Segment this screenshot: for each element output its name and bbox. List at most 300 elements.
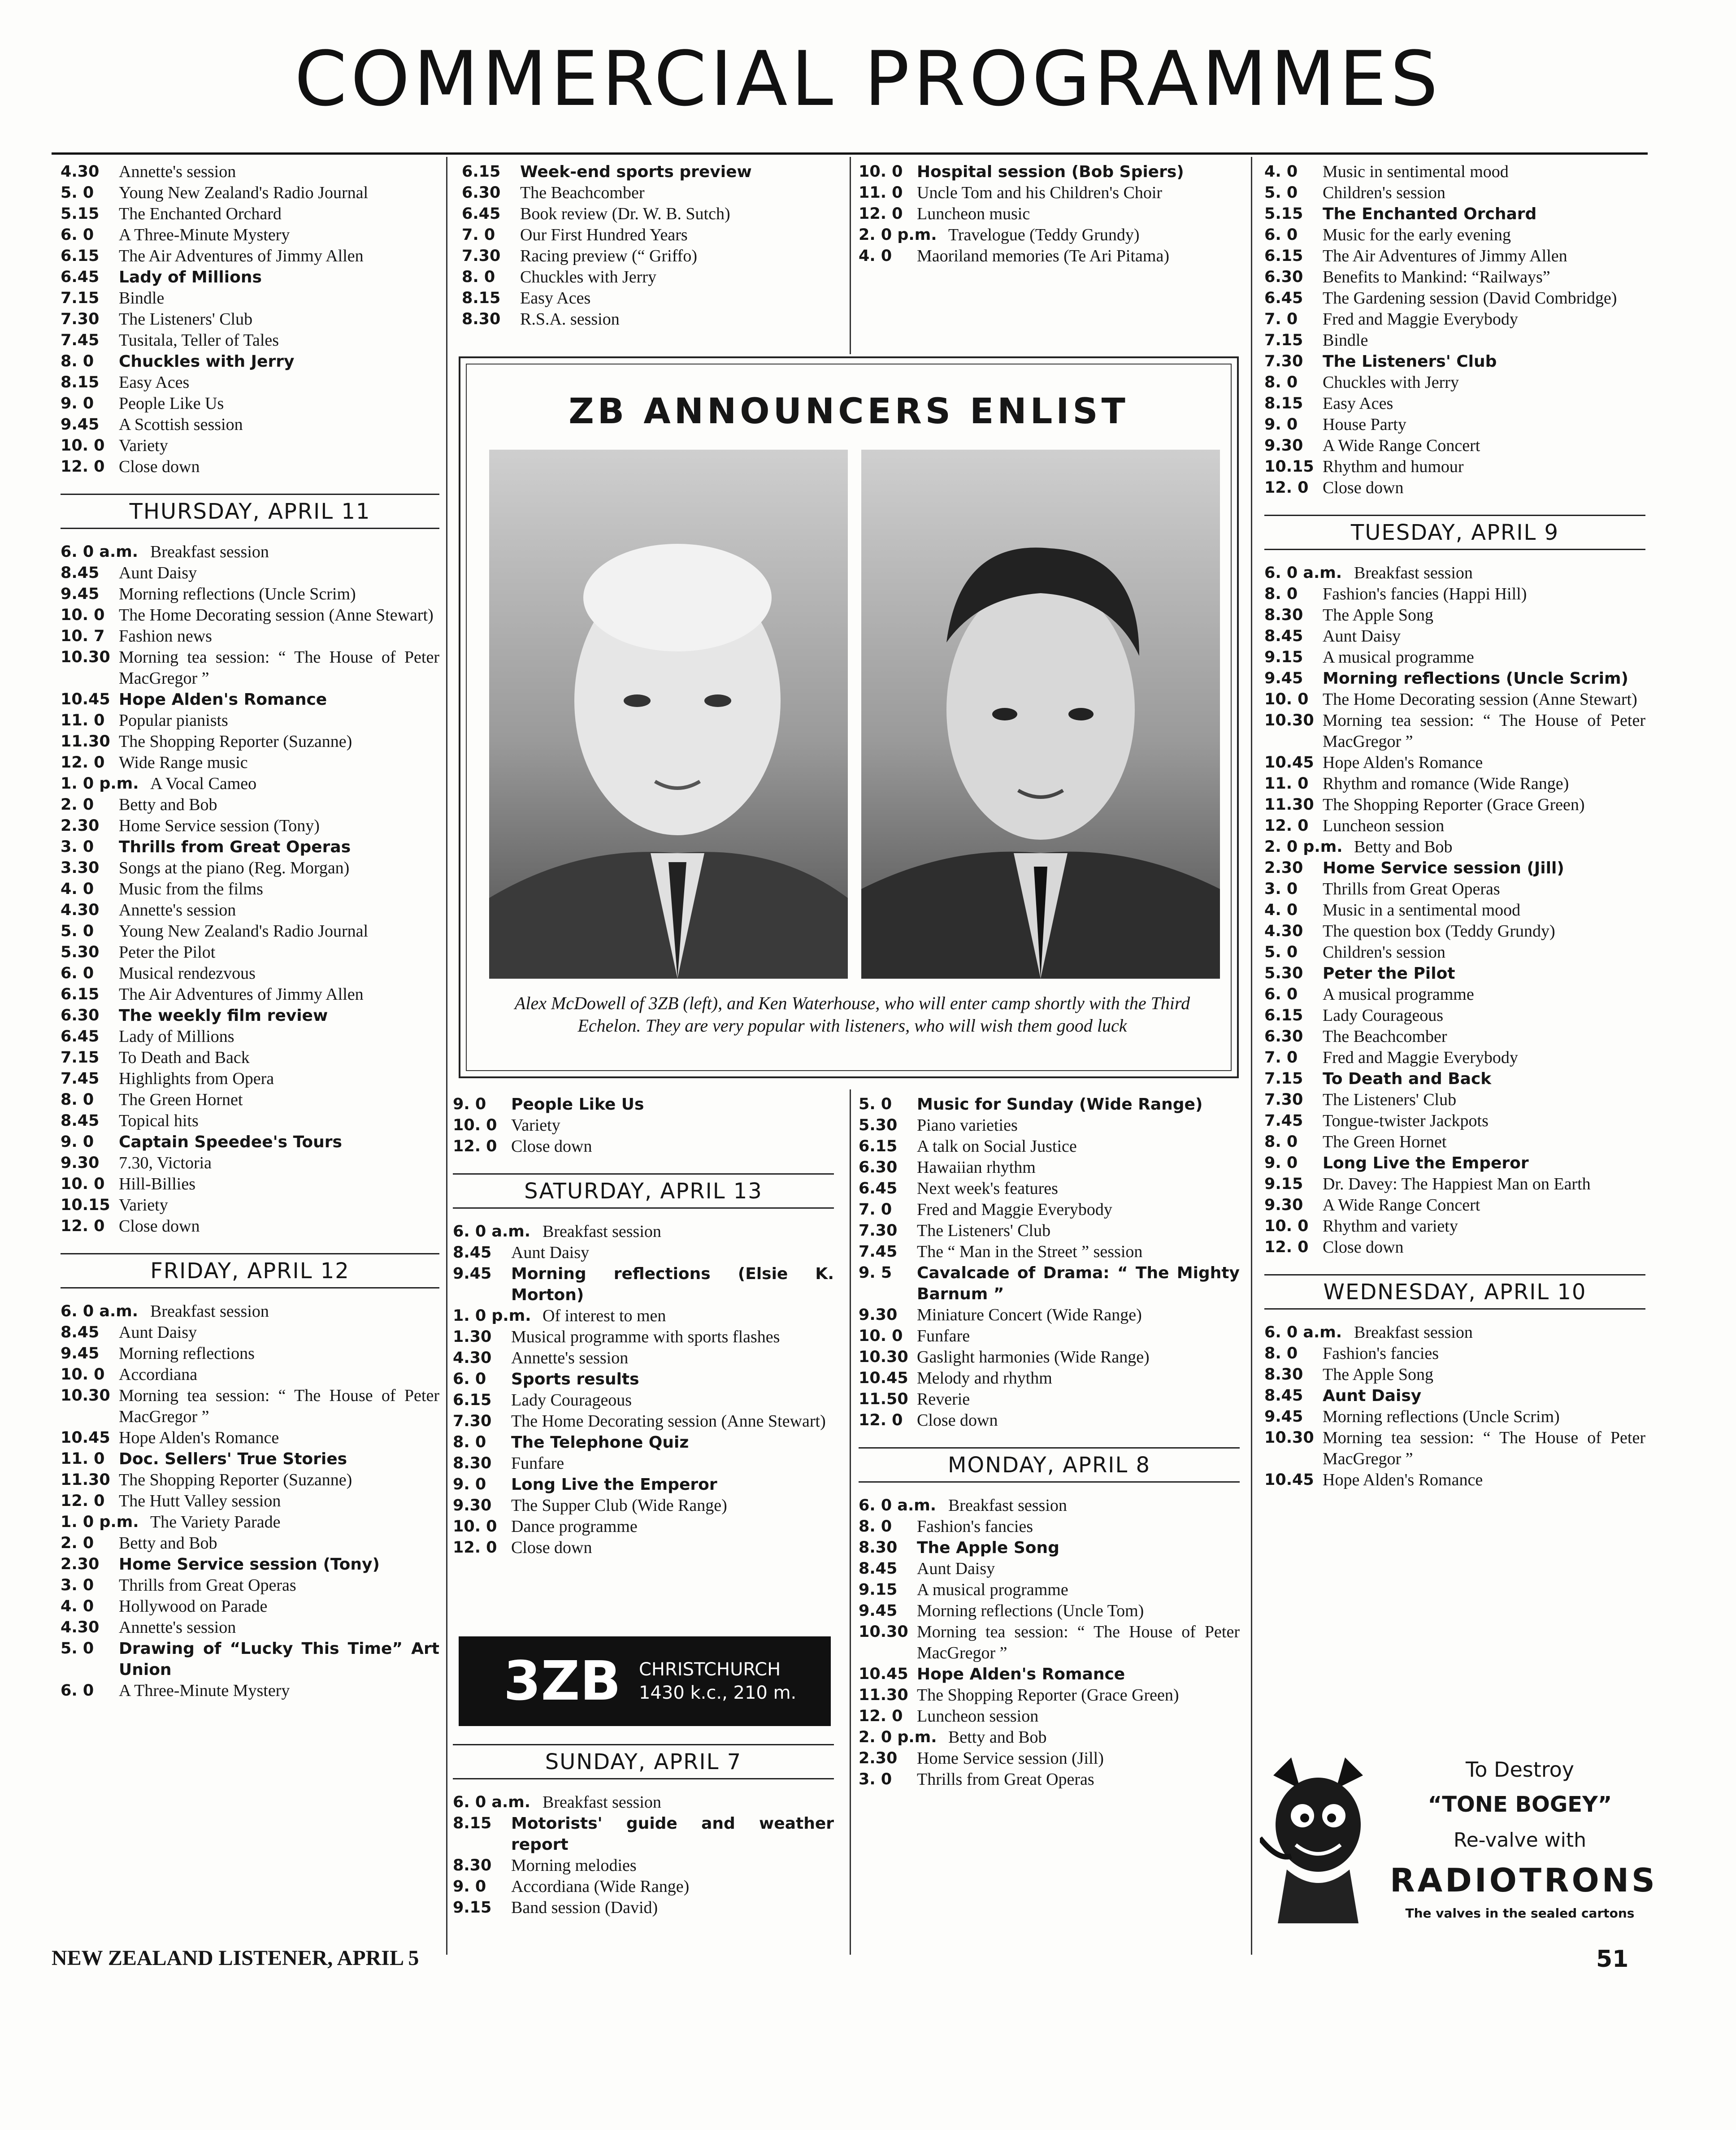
programme-entry: [453, 1306, 834, 1327]
programme-entry: [859, 1685, 1240, 1706]
programme-title: Miniature Concert (Wide Range): [917, 1306, 1142, 1324]
programme-title: Close down: [1323, 1238, 1404, 1257]
day-heading: [859, 1447, 1240, 1483]
programme-time: 8.15: [61, 373, 100, 391]
programme-time: 4. 0: [61, 1597, 94, 1615]
programme-title: Variety: [119, 1196, 168, 1215]
programme-time: 5.15: [1264, 205, 1303, 223]
programme-time: 6. 0 a.m.: [859, 1497, 937, 1514]
programme-time: 5. 0: [61, 184, 94, 202]
programme-time: 8.30: [1264, 606, 1303, 624]
programme-title: Gaslight harmonies (Wide Range): [917, 1348, 1150, 1366]
programme-entry: [1264, 225, 1645, 246]
programme-time: 9. 0: [453, 1095, 486, 1113]
programme-time: 12. 0: [453, 1539, 497, 1557]
programme-title: Annette's session: [511, 1349, 629, 1367]
programme-time: 7.30: [462, 247, 501, 265]
programme-entry: [1264, 1026, 1645, 1047]
programme-time: 5.30: [61, 943, 100, 961]
programme-title: The Green Hornet: [119, 1090, 243, 1109]
programme-title: The Listeners' Club: [119, 310, 253, 329]
programme-entry: [859, 1241, 1240, 1262]
programme-title: Accordiana: [119, 1365, 198, 1384]
programme-title: Hope Alden's Romance: [119, 690, 327, 709]
programme-title: Music in a sentimental mood: [1323, 901, 1521, 920]
programme-title: Book review (Dr. W. B. Sutch): [520, 204, 730, 223]
programme-entry: [453, 1348, 834, 1369]
programme-entry: [1264, 1089, 1645, 1111]
programme-entry: [61, 225, 439, 246]
programme-title: The Apple Song: [917, 1539, 1059, 1557]
programme-title: Home Service session (Tony): [119, 1555, 380, 1574]
programme-entry: [462, 288, 843, 309]
programme-title: Captain Speedee's Tours: [119, 1133, 342, 1151]
programme-title: Variety: [119, 436, 168, 455]
programme-time: 12. 0: [61, 1217, 105, 1235]
programme-time: 6. 0: [61, 226, 94, 244]
programme-title: Morning tea session: “ The House of Peter MacGregor ”: [917, 1622, 1240, 1662]
programme-time: 5.30: [1264, 964, 1303, 982]
programme-entry: [61, 456, 439, 477]
programme-title: Close down: [511, 1137, 592, 1156]
programme-title: The Beachcomber: [1323, 1027, 1447, 1046]
programme-entry: [1264, 837, 1645, 858]
programme-time: 6.30: [61, 1006, 100, 1024]
programme-entry: [453, 1390, 834, 1411]
programme-time: 10.45: [1264, 754, 1314, 772]
programme-title: Fashion news: [119, 627, 212, 646]
programme-entry: [453, 1855, 834, 1876]
programme-time: 5.30: [859, 1116, 898, 1134]
programme-time: 8.15: [462, 289, 501, 307]
programme-title: Musical programme with sports flashes: [511, 1327, 780, 1346]
programme-entry: [61, 563, 439, 584]
programme-time: 7.30: [859, 1222, 898, 1240]
programme-title: Hawaiian rhythm: [917, 1158, 1036, 1177]
programme-time: 10.45: [61, 1429, 110, 1447]
programme-time: 12. 0: [61, 754, 105, 772]
programme-time: 4.30: [61, 901, 100, 919]
programme-title: Home Service session (Tony): [119, 816, 320, 835]
programme-time: 6.30: [462, 184, 501, 202]
programme-title: Lady of Millions: [119, 1027, 234, 1046]
programme-entry: [859, 1326, 1240, 1347]
programme-entry: [859, 1579, 1240, 1601]
programme-time: 6.30: [1264, 1028, 1303, 1045]
programme-time: 4.30: [1264, 922, 1303, 940]
programme-entry: [1264, 351, 1645, 372]
programme-title: Hollywood on Parade: [119, 1597, 268, 1616]
programme-title: Chuckles with Jerry: [520, 268, 656, 286]
programme-title: Travelogue (Teddy Grundy): [948, 226, 1140, 244]
programme-entry: [1264, 879, 1645, 900]
programme-title: Morning reflections (Uncle Scrim): [1323, 669, 1628, 688]
programme-entry: [1264, 921, 1645, 942]
programme-title: Young New Zealand's Radio Journal: [119, 922, 369, 941]
programme-entry: [1264, 605, 1645, 626]
programme-title: Popular pianists: [119, 711, 228, 730]
programme-title: Betty and Bob: [119, 795, 217, 814]
programme-entry: [453, 1242, 834, 1263]
programme-title: Peter the Pilot: [1323, 964, 1455, 983]
feature-box: [459, 356, 1239, 1078]
programme-title: Aunt Daisy: [1323, 1387, 1422, 1405]
programme-title: Betty and Bob: [948, 1728, 1047, 1747]
programme-title: Thrills from Great Operas: [119, 838, 351, 856]
title-rule: [52, 152, 1648, 155]
programme-entry: [462, 246, 843, 267]
programme-title: Wide Range music: [119, 753, 248, 772]
programme-entry: [1264, 963, 1645, 984]
programme-entry: [61, 1470, 439, 1491]
programme-entry: [859, 1094, 1240, 1115]
programme-entry: [61, 1301, 439, 1322]
programme-time: 8.45: [61, 1112, 100, 1130]
programme-entry: [61, 605, 439, 626]
programme-entry: [859, 204, 1240, 225]
programme-title: Motorists' guide and weather report: [511, 1814, 834, 1854]
programme-time: 10. 0: [453, 1518, 497, 1536]
programme-time: 8. 0: [1264, 1345, 1298, 1362]
programme-title: Home Service session (Jill): [917, 1749, 1104, 1768]
programme-entry: [1264, 1132, 1645, 1153]
programme-entry: [1264, 1216, 1645, 1237]
programme-entry: [1264, 942, 1645, 963]
programme-entry: [61, 1364, 439, 1385]
programme-entry: [61, 1068, 439, 1089]
programme-time: 5. 0: [1264, 184, 1298, 202]
programme-entry: [1264, 710, 1645, 752]
programme-entry: [453, 1474, 834, 1495]
programme-title: The Telephone Quiz: [511, 1433, 689, 1452]
programme-entry: [61, 414, 439, 435]
programme-title: Thrills from Great Operas: [917, 1770, 1094, 1789]
programme-time: 6.45: [462, 205, 501, 223]
programme-time: 9.30: [1264, 1196, 1303, 1214]
programme-time: 8. 0: [1264, 373, 1298, 391]
programme-time: 9. 5: [859, 1264, 892, 1282]
programme-title: Hospital session (Bob Spiers): [917, 163, 1184, 181]
programme-time: 10.45: [859, 1665, 908, 1683]
programme-time: 6.15: [462, 163, 501, 181]
tone-bogey-illustration: [1260, 1748, 1376, 1928]
programme-time: 6. 0: [1264, 985, 1298, 1003]
programme-time: 6.45: [61, 1028, 100, 1045]
programme-time: 8. 0: [61, 1091, 94, 1109]
programme-time: 10. 0: [1264, 1217, 1309, 1235]
programme-time: 7. 0: [859, 1201, 892, 1219]
programme-title: Music for the early evening: [1323, 226, 1511, 244]
programme-title: The Shopping Reporter (Suzanne): [119, 732, 352, 751]
programme-time: 6.45: [61, 268, 100, 286]
programme-time: 7.30: [61, 310, 100, 328]
programme-title: People Like Us: [119, 394, 224, 413]
programme-entry: [859, 1748, 1240, 1769]
programme-entry: [1264, 393, 1645, 414]
programme-time: 8.30: [859, 1539, 898, 1557]
programme-entry: [1264, 773, 1645, 794]
programme-entry: [859, 1178, 1240, 1199]
programme-entry: [1264, 1174, 1645, 1195]
programme-time: 6. 0 a.m.: [1264, 564, 1342, 582]
programme-entry: [61, 351, 439, 372]
schedule-column-4: [1264, 161, 1645, 1491]
programme-entry: [61, 858, 439, 879]
programme-time: 10.30: [859, 1623, 908, 1641]
programme-time: 8.45: [1264, 627, 1303, 645]
programme-title: The Hutt Valley session: [119, 1492, 281, 1510]
programme-entry: [453, 1221, 834, 1242]
programme-title: Topical hits: [119, 1111, 199, 1130]
programme-title: Lady Courageous: [511, 1391, 632, 1410]
programme-entry: [1264, 1068, 1645, 1089]
programme-entry: [61, 1322, 439, 1343]
programme-entry: [61, 1195, 439, 1216]
programme-title: Close down: [511, 1538, 592, 1557]
programme-title: The question box (Teddy Grundy): [1323, 922, 1555, 941]
programme-title: To Death and Back: [1323, 1070, 1492, 1088]
programme-entry: [61, 879, 439, 900]
programme-time: 4.30: [61, 163, 100, 181]
programme-entry: [1264, 1406, 1645, 1427]
day-heading: [1264, 1274, 1645, 1310]
programme-time: 9.30: [453, 1497, 492, 1514]
programme-title: Easy Aces: [520, 289, 591, 308]
programme-time: 5. 0: [1264, 943, 1298, 961]
programme-title: Hill-Billies: [119, 1175, 195, 1193]
ad-brand: RADIOTRONS: [1390, 1861, 1658, 1899]
programme-title: Tongue-twister Jackpots: [1323, 1111, 1489, 1130]
programme-time: 1. 0 p.m.: [453, 1307, 531, 1325]
programme-time: 3. 0: [61, 1576, 94, 1594]
programme-time: 12. 0: [453, 1137, 497, 1155]
programme-time: 7.30: [1264, 352, 1303, 370]
programme-title: Luncheon session: [917, 1707, 1039, 1726]
programme-time: 9. 0: [61, 395, 94, 412]
programme-time: 9.45: [61, 416, 100, 434]
programme-title: Fred and Maggie Everybody: [1323, 310, 1518, 329]
programme-time: 8.45: [1264, 1387, 1303, 1405]
programme-entry: [61, 393, 439, 414]
programme-time: 8. 0: [453, 1433, 486, 1451]
programme-time: 2.30: [61, 1555, 100, 1573]
programme-entry: [453, 1495, 834, 1516]
programme-time: 9. 0: [61, 1133, 94, 1151]
programme-title: Luncheon session: [1323, 816, 1445, 835]
programme-entry: [61, 1005, 439, 1026]
programme-title: Aunt Daisy: [119, 1323, 197, 1342]
programme-entry: [859, 1136, 1240, 1157]
programme-title: Maoriland memories (Te Ari Pitama): [917, 247, 1169, 265]
programme-title: The Home Decorating session (Anne Stewart): [511, 1412, 826, 1431]
programme-entry: [61, 1343, 439, 1364]
programme-title: Luncheon music: [917, 204, 1030, 223]
programme-title: The Enchanted Orchard: [1323, 205, 1537, 223]
programme-time: 2.30: [1264, 859, 1303, 877]
programme-entry: [1264, 1047, 1645, 1068]
programme-title: The Listeners' Club: [1323, 352, 1497, 371]
programme-title: A musical programme: [917, 1580, 1068, 1599]
programme-title: Aunt Daisy: [917, 1559, 995, 1578]
programme-time: 2. 0: [61, 1534, 94, 1552]
programme-entry: [1264, 477, 1645, 499]
programme-title: A Three-Minute Mystery: [119, 226, 290, 244]
programme-entry: [859, 1495, 1240, 1516]
programme-entry: [1264, 204, 1645, 225]
programme-title: A Vocal Cameo: [150, 774, 257, 793]
programme-entry: [61, 246, 439, 267]
programme-time: 11.30: [61, 733, 110, 750]
programme-entry: [1264, 1153, 1645, 1174]
programme-title: Next week's features: [917, 1179, 1058, 1198]
programme-entry: [453, 1136, 834, 1157]
day-heading: [1264, 515, 1645, 550]
programme-time: 11. 0: [859, 184, 903, 202]
programme-title: Peter the Pilot: [119, 943, 216, 962]
programme-entry: [859, 225, 1240, 246]
programme-entry: [859, 182, 1240, 204]
programme-entry: [859, 1516, 1240, 1537]
programme-time: 6.15: [61, 985, 100, 1003]
programme-title: Fred and Maggie Everybody: [917, 1200, 1112, 1219]
feature-title: ZB ANNOUNCERS ENLIST: [569, 391, 1129, 432]
programme-entry: [462, 225, 843, 246]
programme-title: Breakfast session: [948, 1496, 1067, 1515]
programme-title: Bindle: [119, 289, 165, 308]
footer-page-number: 51: [1596, 1946, 1629, 1973]
programme-time: 10.15: [61, 1196, 110, 1214]
programme-entry: [61, 288, 439, 309]
programme-entry: [453, 1897, 834, 1918]
programme-title: The Variety Parade: [150, 1513, 281, 1531]
day-heading-label: SATURDAY, APRIL 13: [524, 1179, 763, 1204]
programme-entry: [61, 1449, 439, 1470]
programme-time: 6.15: [61, 247, 100, 265]
announcer-photo-right: [861, 450, 1220, 979]
programme-title: Variety: [511, 1116, 560, 1135]
programme-time: 2. 0: [61, 796, 94, 814]
programme-time: 6. 0: [1264, 226, 1298, 244]
programme-time: 2. 0 p.m.: [859, 1728, 937, 1746]
programme-time: 7.15: [1264, 331, 1303, 349]
ad-line-2: “TONE BOGEY”: [1428, 1792, 1612, 1817]
programme-entry: [61, 372, 439, 393]
programme-title: Close down: [119, 457, 200, 476]
programme-title: Hope Alden's Romance: [917, 1665, 1125, 1683]
programme-title: Annette's session: [119, 1618, 236, 1637]
programme-title: The Apple Song: [1323, 1365, 1433, 1384]
programme-time: 11. 0: [1264, 775, 1309, 793]
programme-title: Betty and Bob: [1354, 837, 1453, 856]
programme-entry: [1264, 752, 1645, 773]
programme-entry: [1264, 1364, 1645, 1385]
programme-title: Breakfast session: [542, 1222, 661, 1241]
programme-entry: [1264, 1195, 1645, 1216]
programme-title: Morning reflections (Elsie K. Morton): [511, 1265, 834, 1304]
column-divider: [850, 157, 851, 354]
programme-entry: [859, 1664, 1240, 1685]
programme-title: Hope Alden's Romance: [119, 1428, 279, 1447]
programme-entry: [61, 542, 439, 563]
programme-entry: [61, 752, 439, 773]
day-heading-label: THURSDAY, APRIL 11: [129, 499, 371, 524]
programme-title: Annette's session: [119, 901, 236, 920]
programme-title: Thrills from Great Operas: [119, 1576, 296, 1595]
programme-title: Musical rendezvous: [119, 964, 256, 983]
programme-entry: [61, 1216, 439, 1237]
programme-title: Chuckles with Jerry: [1323, 373, 1459, 392]
ad-tagline: The valves in the sealed cartons: [1405, 1906, 1635, 1921]
programme-time: 10.30: [1264, 1429, 1314, 1447]
programme-entry: [1264, 246, 1645, 267]
programme-entry: [1264, 626, 1645, 647]
programme-entry: [462, 182, 843, 204]
programme-time: 7.15: [1264, 1070, 1303, 1088]
programme-entry: [462, 204, 843, 225]
programme-entry: [453, 1537, 834, 1558]
programme-time: 9. 0: [453, 1878, 486, 1896]
programme-time: 6. 0 a.m.: [453, 1223, 531, 1241]
programme-time: 11.50: [859, 1390, 908, 1408]
programme-entry: [61, 1153, 439, 1174]
programme-time: 8. 0: [1264, 1133, 1298, 1151]
programme-title: Of interest to men: [542, 1306, 666, 1325]
programme-title: Accordiana (Wide Range): [511, 1877, 690, 1896]
programme-time: 9.15: [453, 1899, 492, 1917]
programme-title: Funfare: [917, 1327, 970, 1345]
programme-time: 3.30: [61, 859, 100, 877]
programme-time: 12. 0: [859, 1411, 903, 1429]
footer-magazine-name: NEW ZEALAND LISTENER, APRIL 5: [52, 1946, 419, 1970]
programme-time: 7.45: [61, 331, 100, 349]
feature-caption: Alex McDowell of 3ZB (left), and Ken Waterhouse, who will enter camp shortly with the Third Echelon. They are very popular with listeners, who will wish them good luck: [514, 993, 1190, 1036]
programme-entry: [1264, 858, 1645, 879]
programme-title: House Party: [1323, 415, 1406, 434]
programme-time: 9.15: [1264, 1175, 1303, 1193]
programme-entry: [859, 1601, 1240, 1622]
programme-title: Our First Hundred Years: [520, 226, 688, 244]
programme-time: 7.15: [61, 1049, 100, 1067]
programme-entry: [1264, 267, 1645, 288]
programme-title: Close down: [119, 1217, 200, 1236]
day-heading-label: MONDAY, APRIL 8: [948, 1453, 1150, 1478]
programme-entry: [1264, 984, 1645, 1005]
programme-title: A talk on Social Justice: [917, 1137, 1077, 1156]
programme-entry: [453, 1813, 834, 1855]
column-divider: [446, 157, 447, 1955]
programme-title: Melody and rhythm: [917, 1369, 1052, 1388]
programme-title: The Shopping Reporter (Grace Green): [917, 1686, 1179, 1705]
programme-title: Thrills from Great Operas: [1323, 880, 1500, 898]
programme-entry: [1264, 689, 1645, 710]
programme-time: 7.30: [1264, 1091, 1303, 1109]
programme-entry: [1264, 794, 1645, 816]
programme-time: 6. 0: [453, 1370, 486, 1388]
programme-entry: [859, 1262, 1240, 1305]
programme-title: Lady Courageous: [1323, 1006, 1444, 1025]
programme-entry: [61, 584, 439, 605]
programme-title: Highlights from Opera: [119, 1069, 274, 1088]
programme-time: 8. 0: [462, 268, 495, 286]
programme-entry: [61, 1575, 439, 1596]
programme-time: 7.45: [859, 1243, 898, 1261]
programme-title: The Air Adventures of Jimmy Allen: [119, 247, 364, 265]
programme-time: 9.45: [61, 1345, 100, 1362]
station-city: CHRISTCHURCH: [638, 1659, 781, 1680]
day-heading: [453, 1744, 834, 1779]
programme-title: Sports results: [511, 1370, 639, 1388]
ad-line-3: Re-valve with: [1453, 1829, 1587, 1852]
